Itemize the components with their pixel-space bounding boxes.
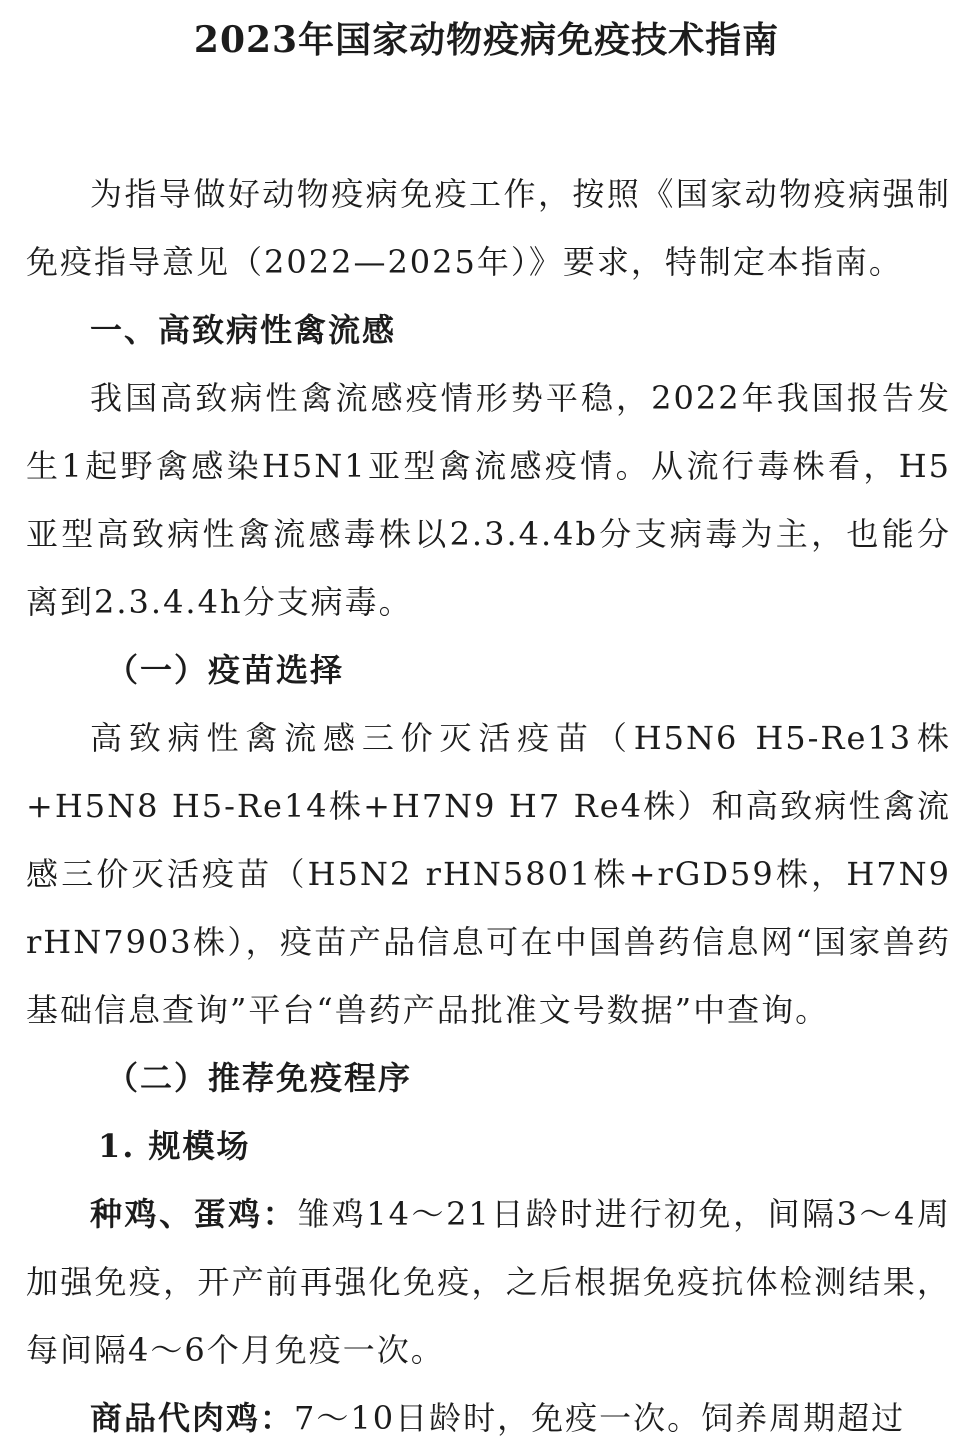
section-paragraph-hpai: 我国高致病性禽流感疫情形势平稳，2022年我国报告发生1起野禽感染H5N1亚型禽流感疫情。从流行毒株看，H5亚型高致病性禽流感毒株以2.3.4.4b分支病毒为主，也能分离到2.3.4.4h分支病毒。: [26, 379, 951, 621]
subsection-paragraph-vaccine-selection: 高致病性禽流感三价灭活疫苗（H5N6 H5-Re13株+H5N8 H5-Re14株+H7N9 H7 Re4株）和高致病性禽流感三价灭活疫苗（H5N2 rHN5801株+rGD59株，H7N9 rHN7903株），疫苗产品信息可在中国兽药信息网“国家兽药基础信息查询”平台“兽药产品批准文号数据”中查询。: [26, 719, 951, 1029]
text-broiler: 7～10日龄时，免疫一次。饲养周期超过: [294, 1399, 906, 1437]
paragraph-breeder-layer: [26, 1180, 951, 1384]
document-title: 2023年国家动物疫病免疫技术指南: [193, 19, 780, 61]
subsection-heading-vaccine-selection: （一）疫苗选择: [106, 651, 345, 689]
text-breeder-layer: 雏鸡14～21日龄时进行初免，间隔3～4周加强免疫，开产前再强化免疫，之后根据免疫抗体检测结果，每间隔4～6个月免疫一次。: [26, 1195, 951, 1369]
subsection-heading-immunization-program: （二）推荐免疫程序: [106, 1059, 413, 1097]
lead-broiler: 商品代肉鸡：: [90, 1399, 295, 1437]
document-body: [26, 160, 951, 1452]
paragraph-broiler: [26, 1384, 951, 1452]
item-heading-large-farms: 1. 规模场: [98, 1127, 251, 1165]
intro-paragraph: 为指导做好动物疫病免疫工作，按照《国家动物疫病强制免疫指导意见（2022—2025年）》要求，特制定本指南。: [26, 175, 951, 281]
lead-breeder-layer: 种鸡、蛋鸡：: [90, 1195, 298, 1233]
section-heading-hpai: 一、高致病性禽流感: [90, 311, 397, 349]
